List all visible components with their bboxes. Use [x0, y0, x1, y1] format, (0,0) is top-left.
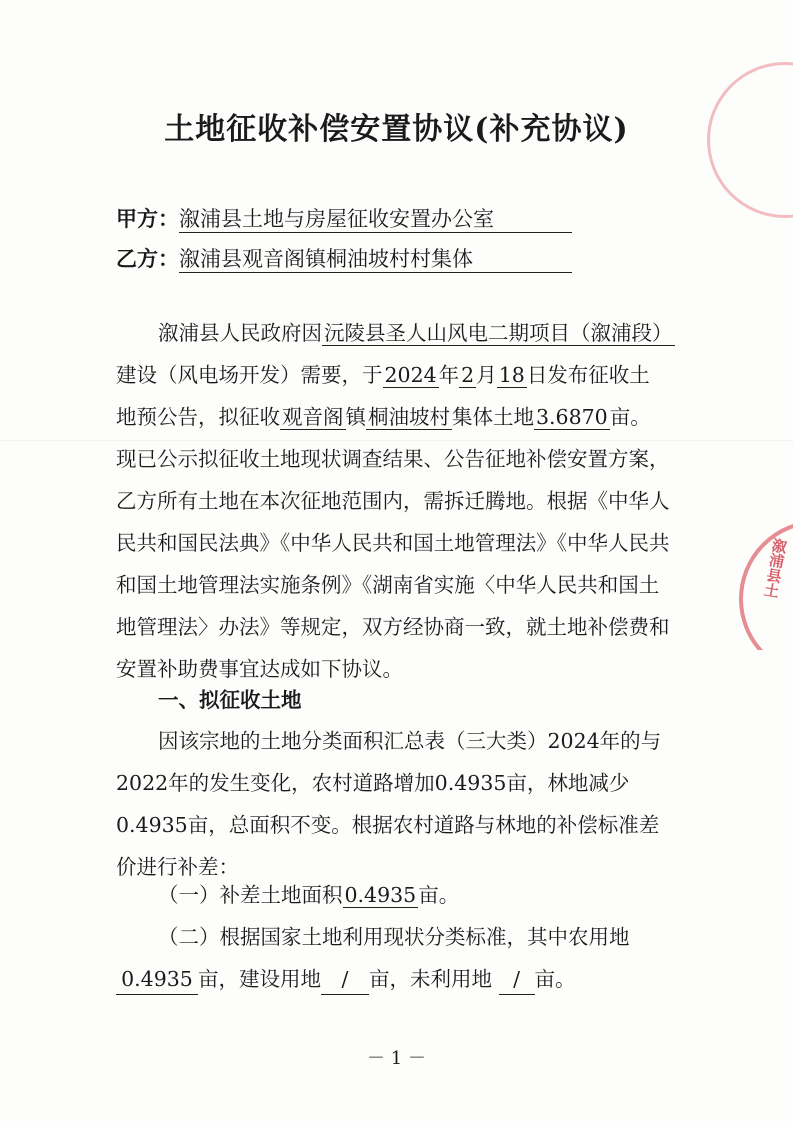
item2-line1: （二）根据国家土地利用现状分类标准，其中农用地 — [158, 925, 630, 949]
supplement-area: 0.4935 — [344, 883, 417, 907]
para1-line9: 安置补助费事宜达成如下协议。 — [116, 657, 403, 681]
para2-line4: 价进行补差： — [116, 855, 239, 879]
para1-line5: 乙方所有土地在本次征地范围内，需拆迁腾地。根据《中华人 — [116, 489, 670, 513]
party-a-label: 甲方： — [116, 206, 179, 231]
party-a — [116, 203, 572, 233]
project-name: 沅陵县圣人山风电二期项目（溆浦段） — [324, 321, 673, 345]
para1-line3: 地预公告，拟征收观音阁镇桐油坡村集体土地3.6870亩。 — [116, 405, 651, 429]
para1-line2: 建设（风电场开发）需要，于2024年2月18日发布征收土 — [116, 363, 650, 387]
para1-line6: 民共和国民法典》《中华人民共和国土地管理法》《中华人民共 — [116, 531, 670, 555]
seal-text: 溆浦县土 — [760, 536, 790, 600]
para1-line7: 和国土地管理法实施条例》《湖南省实施〈中华人民共和国土 — [116, 573, 660, 597]
item1: （一）补差土地面积0.4935亩。 — [158, 883, 460, 907]
party-b-label: 乙方： — [116, 246, 179, 271]
official-seal-side — [739, 520, 793, 650]
para1-line1: 溆浦县人民政府因沅陵县圣人山风电二期项目（溆浦段） — [158, 321, 673, 345]
unused-area: / — [499, 964, 535, 995]
notice-month: 2 — [461, 363, 475, 387]
total-area: 3.6870 — [536, 405, 608, 429]
para2-line1: 因该宗地的土地分类面积汇总表（三大类）2024年的与 — [158, 729, 662, 753]
party-b-value: 溆浦县观音阁镇桐油坡村村集体 — [179, 246, 572, 273]
notice-year: 2024 — [384, 363, 437, 387]
para2-line3: 0.4935亩，总面积不变。根据农村道路与林地的补偿标准差 — [116, 813, 660, 837]
para1-line8: 地管理法〉办法》等规定，双方经协商一致，就土地补偿费和 — [116, 615, 670, 639]
fold-line — [0, 440, 793, 441]
party-b — [116, 243, 572, 273]
town-name: 观音阁 — [282, 405, 344, 429]
para2-line2: 2022年的发生变化，农村道路增加0.4935亩，林地减少 — [116, 771, 630, 795]
notice-day: 18 — [498, 363, 525, 387]
construction-area: / — [321, 964, 369, 995]
party-a-value: 溆浦县土地与房屋征收安置办公室 — [179, 206, 572, 233]
section1-heading: 一、拟征收土地 — [158, 688, 302, 712]
item2-line2: 0.4935 亩，建设用地 / 亩，未利用地 / 亩。 — [116, 964, 576, 995]
agricultural-area: 0.4935 — [116, 964, 198, 995]
page-number: － 1 － — [367, 1048, 426, 1069]
document-title: 土地征收补偿安置协议(补充协议) — [164, 112, 629, 147]
para1-line4: 现已公示拟征收土地现状调查结果、公告征地补偿安置方案， — [116, 447, 670, 471]
village-name: 桐油坡村 — [368, 405, 450, 429]
